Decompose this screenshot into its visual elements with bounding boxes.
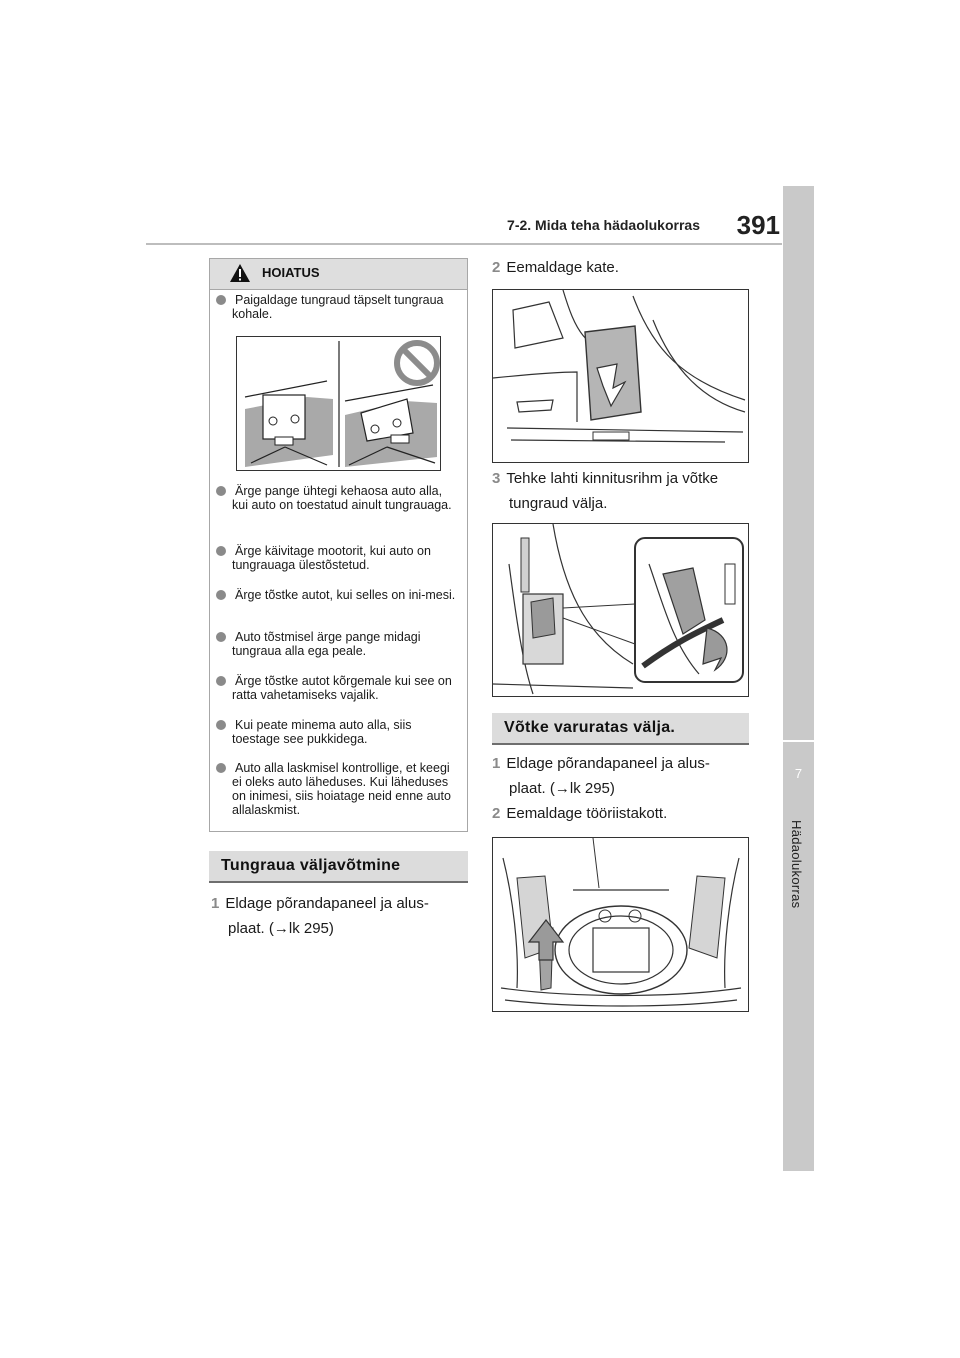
bullet-icon xyxy=(216,763,226,773)
warning-triangle-icon xyxy=(229,263,251,283)
step-item: 2 Eemaldage kate. xyxy=(492,259,619,276)
jack-placement-figure xyxy=(236,336,441,471)
jack-strap-figure xyxy=(492,523,749,697)
bullet-icon xyxy=(216,486,226,496)
warning-title: HOIATUS xyxy=(262,265,320,280)
cover-removal-figure xyxy=(492,289,749,463)
warning-item: Auto alla laskmisel kontrollige, et keegi ei oleks auto läheduses. Kui läheduses on inimesi, siis hoiatage neid enne auto allalaskmist. xyxy=(216,761,460,817)
chapter-side-tab[interactable] xyxy=(783,186,814,1171)
section-heading-spare-wheel: Võtke varuratas välja. xyxy=(492,713,749,745)
bullet-icon xyxy=(216,295,226,305)
warning-item: Ärge käivitage mootorit, kui auto on tungrauaga ülestõstetud. xyxy=(216,544,460,572)
chapter-number: 7 xyxy=(794,766,803,781)
warning-item: Ärge tõstke autot, kui selles on ini-mesi. xyxy=(216,588,460,602)
header-rule xyxy=(146,243,782,245)
step-item: 1 Eldage põrandapaneel ja alus- plaat. (→lk 295) xyxy=(492,755,710,797)
warning-item: Ärge pange ühtegi kehaosa auto alla, kui auto on toestatud ainult tungrauaga. xyxy=(216,484,460,512)
page-number: 391 xyxy=(736,210,780,240)
warning-item: Paigaldage tungraud täpselt tungraua kohale. xyxy=(216,293,460,321)
spare-wheel-figure xyxy=(492,837,749,1012)
section-heading-jack-removal: Tungraua väljavõtmine xyxy=(209,851,468,883)
warning-item: Auto tõstmisel ärge pange midagi tungraua alla ega peale. xyxy=(216,630,460,658)
chapter-title: Hädaolukorras xyxy=(789,820,804,909)
warning-item: Ärge tõstke autot kõrgemale kui see on ratta vahetamiseks vajalik. xyxy=(216,674,460,702)
step-item: 2 Eemaldage tööriistakott. xyxy=(492,805,668,822)
section-title: 7-2. Mida teha hädaolukorras xyxy=(507,217,700,233)
bullet-icon xyxy=(216,546,226,556)
bullet-icon xyxy=(216,720,226,730)
step-item: 1 Eldage põrandapaneel ja alus- plaat. (→lk 295) xyxy=(211,895,429,937)
step-item: 3 Tehke lahti kinnitusrihm ja võtke tungraud välja. xyxy=(492,470,719,512)
bullet-icon xyxy=(216,632,226,642)
side-tab-divider xyxy=(783,740,814,742)
bullet-icon xyxy=(216,590,226,600)
bullet-icon xyxy=(216,676,226,686)
warning-item: Kui peate minema auto alla, siis toestage see pukkidega. xyxy=(216,718,460,746)
